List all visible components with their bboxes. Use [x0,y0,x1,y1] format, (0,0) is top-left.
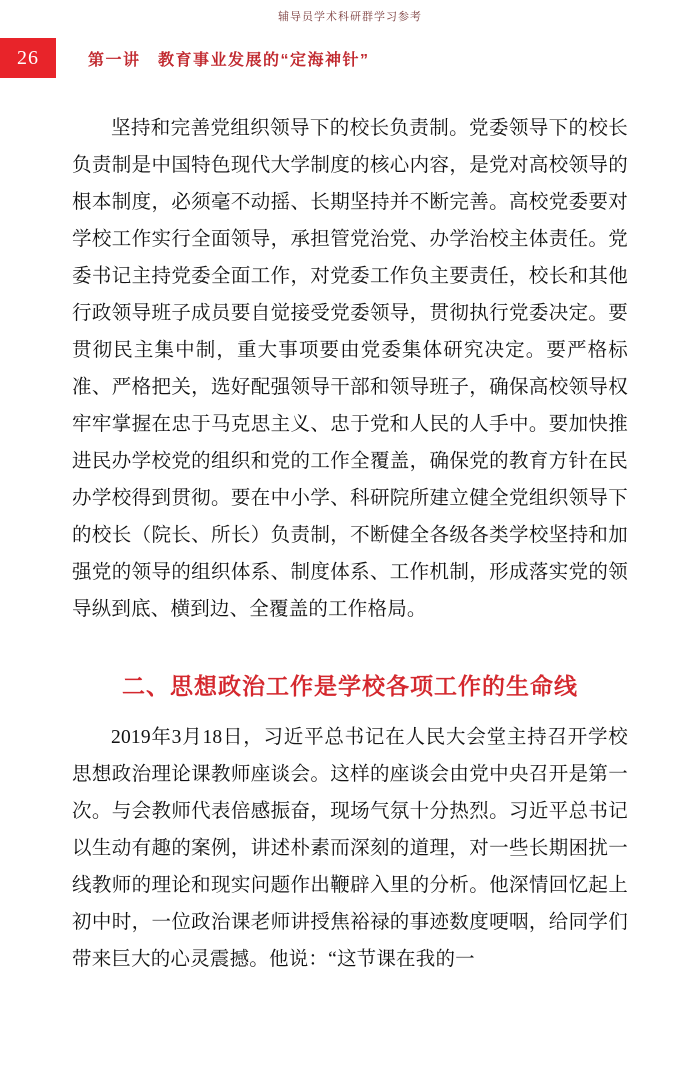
page-header [0,38,700,78]
paragraph-1: 坚持和完善党组织领导下的校长负责制。党委领导下的校长负责制是中国特色现代大学制度的核心内容，是党对高校领导的根本制度，必须毫不动摇、长期坚持并不断完善。高校党委要对学校工作实行全面领导，承担管党治党、办学治校主体责任。党委书记主持党委全面工作，对党委工作负主要责任，校长和其他行政领导班子成员要自觉接受党委领导，贯彻执行党委决定。要贯彻民主集中制，重大事项要由党委集体研究决定。要严格标准、严格把关，选好配强领导干部和领导班子，确保高校领导权牢牢掌握在忠于马克思主义、忠于党和人民的人手中。要加快推进民办学校党的组织和党的工作全覆盖，确保党的教育方针在民办学校得到贯彻。要在中小学、科研院所建立健全党组织领导下的校长（院长、所长）负责制，不断健全各级各类学校坚持和加强党的领导的组织体系、制度体系、工作机制，形成落实党的领导纵到底、横到边、全覆盖的工作格局。 [72,118,628,620]
page-number-badge: 26 [0,38,56,78]
paragraph-2: 2019年3月18日，习近平总书记在人民大会堂主持召开学校思想政治理论课教师座谈会。这样的座谈会由党中央召开是第一次。与会教师代表倍感振奋，现场气氛十分热烈。习近平总书记以生动有趣的案例，讲述朴素而深刻的道理，对一些长期困扰一线教师的理论和现实问题作出鞭辟入里的分析。他深情回忆起上初中时，一位政治课老师讲授焦裕禄的事迹数度哽咽，给同学们带来巨大的心灵震撼。他说：“这节课在我的一 [72,727,628,970]
chapter-title: 第一讲 教育事业发展的“定海神针” [88,52,370,69]
section-heading: 二、思想政治工作是学校各项工作的生命线 [122,673,578,699]
body-text-block [72,110,628,978]
running-head: 辅导员学术科研群学习参考 [278,11,422,23]
